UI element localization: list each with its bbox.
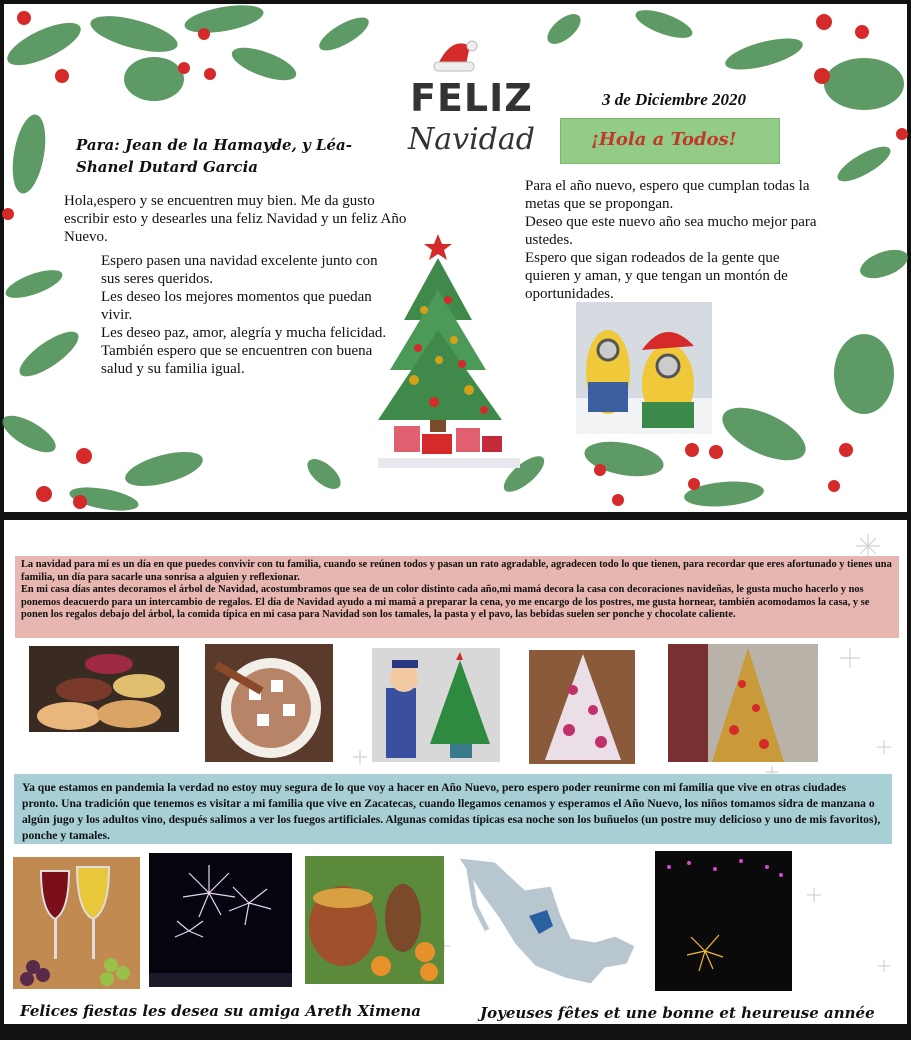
sparklers-photo (655, 851, 792, 991)
new-year-tradition-box (14, 774, 892, 844)
letter-date: 3 de Diciembre 2020 (602, 90, 746, 109)
wine-grapes-photo (13, 857, 140, 989)
santa-hat-icon (430, 34, 480, 74)
signoff-left: Felices fiestas les desea su amiga Areth Ximena (20, 1002, 422, 1020)
hot-chocolate-photo (205, 644, 333, 762)
new-year-paragraph: Ya que estamos en pandemia la verdad no estoy muy segura de lo que voy a hacer en Año Nuevo, pero espero poder reunirme con mi familia que vive en otras ciudades pronto. Una tradición que tenemos es visitar a mi familia que vive en Zacatecas, cuando llegamos cenamos y esperamos el Año Nuevo, los niños tomamos sidra de manzana o algún jugo y los adultos vino, después salimos a ver los fuegos artificiales. Algunas comidas típicas esa noche son los buñuelos (un postre muy delicioso y uno de mis favoritos), ponche y tamales. (22, 781, 881, 842)
mexico-map (455, 846, 645, 998)
new-year-wish: Espero que sigan rodeados de la gente que quieren y aman, y que tengan un montón de oportunidades. (525, 250, 788, 302)
traditions-page (4, 520, 907, 1040)
new-year-wish: Deseo que este nuevo año sea mucho mejor para ustedes. (525, 214, 817, 248)
logo-navidad-text: Navidad (408, 122, 535, 157)
signoff-right: Joyeuses fêtes et une bonne et heureuse année 2021! (480, 1004, 875, 1040)
wish-item: Espero pasen una navidad excelente junto con sus seres queridos. (101, 253, 378, 287)
christmas-paragraph: En mi casa días antes decoramos el árbol de Navidad, acostumbramos que sea de un color distinto cada año,mi mamá decora la casa con decoraciones navideñas, le gusta mucho hacerlo y nos ponemos deacuerdo para un intercambio de regalos. El día de Navidad ayudo a mi mamá a preparar la cena, yo me encargo de los postres, me gusta hornear, también acomodamos la casa, y se ponen los regalos debajo del árbol, la comida típica en mi casa para Navidad son los tamales, la pasta y el pavo, las bebidas suelen ser ponche y chocolate caliente. (21, 584, 870, 621)
white-tree-photo (529, 650, 635, 764)
wish-item: Les deseo los mejores momentos que puedan vivir. (101, 289, 372, 323)
greeting-box (560, 118, 780, 164)
tree-cartoon-photo (372, 648, 500, 762)
christmas-tree-illustration (374, 230, 524, 476)
greeting-text: ¡Hola a Todos! (591, 129, 737, 150)
macarons-photo (29, 646, 179, 732)
logo-feliz-text: FELIZ (410, 76, 533, 120)
wish-item: También espero que se encuentren con buena salud y su familia igual. (101, 343, 373, 377)
fireworks-photo (149, 853, 292, 987)
christmas-paragraph: La navidad para mi es un día en que puedes convivir con tu familia, cuando se reúnen todos y pasan un rato agradable, agradecen todo lo que tienen, para recordar que eres afortunado y tienes una familia, un día para sacarle una sonrisa a alguien y reflexionar. (21, 559, 892, 583)
recipients-line-1: Para: Jean de la Hamayde, y Léa- (76, 136, 353, 154)
christmas-card (4, 4, 907, 512)
mexican-food-photo (305, 856, 444, 984)
recipients-line-2: Shanel Dutard Garcia (76, 158, 258, 176)
wish-item: Les deseo paz, amor, alegría y mucha felicidad. (101, 325, 387, 341)
minions-photo (576, 302, 712, 434)
new-year-wishes (525, 177, 817, 303)
intro-paragraph: Hola,espero y se encuentren muy bien. Me da gusto escribir esto y desearles una feliz Navidad y un feliz Año Nuevo. (64, 193, 407, 245)
golden-tree-photo (668, 644, 818, 762)
wishes-list (101, 252, 391, 378)
feliz-navidad-logo (380, 34, 535, 164)
new-year-wish: Para el año nuevo, espero que cumplan todas la metas que se propongan. (525, 178, 810, 212)
christmas-tradition-box (15, 556, 899, 638)
